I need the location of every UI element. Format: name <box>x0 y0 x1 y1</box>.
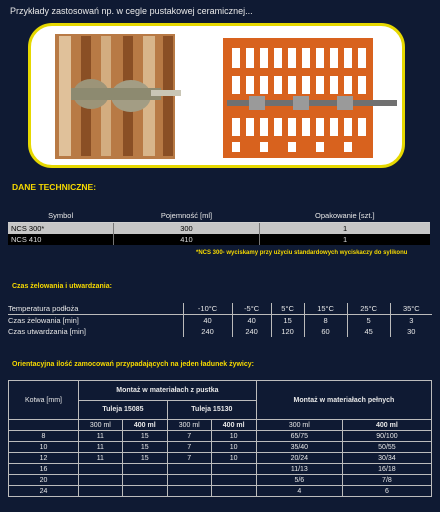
count-cell: 5/6 <box>256 475 342 486</box>
count-cell <box>167 475 211 486</box>
count-cell <box>79 464 123 475</box>
col-symbol: Symbol <box>8 210 113 223</box>
cell-package: 1 <box>260 223 430 235</box>
count-cell: 15 <box>122 442 167 453</box>
cure-cell: 60 <box>304 326 347 337</box>
temp-cell: 35°C <box>390 303 432 315</box>
mounts-table <box>8 380 432 497</box>
sleeve-15085: Tuleja 15085 <box>79 400 168 420</box>
ml400-label: 400 ml <box>122 420 167 431</box>
anchor-in-brick-photo <box>55 34 181 159</box>
cell-symbol: NCS 300* <box>8 223 113 235</box>
cure-cell: 240 <box>183 326 232 337</box>
cure-time-row <box>8 326 432 337</box>
count-cell: 10 <box>211 442 256 453</box>
table-row <box>8 223 430 235</box>
mounts-title: Orientacyjna ilość zamocowań przypadających na jeden ładunek żywicy: <box>12 361 254 368</box>
cell-capacity: 300 <box>113 223 259 235</box>
hollow-brick-photo <box>223 38 397 158</box>
anchor-cell: 20 <box>9 475 79 486</box>
count-cell: 4 <box>256 486 342 497</box>
count-cell <box>122 486 167 497</box>
count-cell <box>122 475 167 486</box>
count-cell: 6 <box>342 486 431 497</box>
gel-time-label: Czas żelowania [min] <box>8 316 79 325</box>
anchor-cell: 24 <box>9 486 79 497</box>
cure-cell: 240 <box>232 326 271 337</box>
curing-table <box>8 303 432 337</box>
cure-cell: 120 <box>271 326 304 337</box>
application-photos-frame <box>28 23 405 168</box>
cure-time-label: Czas utwardzania [min] <box>8 327 86 336</box>
gel-cell: 8 <box>304 315 347 327</box>
count-cell <box>167 486 211 497</box>
anchor-cell: 8 <box>9 431 79 442</box>
table-row <box>9 486 432 497</box>
ml400-label: 400 ml <box>342 420 431 431</box>
tech-data-table <box>8 210 430 245</box>
temp-cell: 25°C <box>347 303 390 315</box>
anchor-header: Kotwa [mm] <box>9 381 79 420</box>
count-cell <box>211 464 256 475</box>
tech-data-title: DANE TECHNICZNE: <box>12 182 97 192</box>
ml300-label: 300 ml <box>256 420 342 431</box>
hollow-header: Montaż w materiałach z pustka <box>79 381 257 401</box>
count-cell <box>211 475 256 486</box>
gel-cell: 15 <box>271 315 304 327</box>
count-cell: 7 <box>167 442 211 453</box>
count-cell <box>79 486 123 497</box>
dispenser-note: *NCS 300- wyciskamy przy użyciu standardowych wyciskaczy do sylikonu <box>196 250 408 256</box>
col-capacity: Pojemność [ml] <box>113 210 259 223</box>
cure-cell: 45 <box>347 326 390 337</box>
count-cell: 50/55 <box>342 442 431 453</box>
empty-cell <box>9 420 79 431</box>
anchor-cell: 10 <box>9 442 79 453</box>
table-row <box>9 431 432 442</box>
header-row <box>9 381 432 401</box>
count-cell: 30/34 <box>342 453 431 464</box>
count-cell <box>79 475 123 486</box>
ml400-label: 400 ml <box>211 420 256 431</box>
sleeve-15130: Tuleja 15130 <box>167 400 256 420</box>
count-cell <box>167 464 211 475</box>
temperature-row <box>8 303 432 315</box>
cure-cell: 30 <box>390 326 432 337</box>
count-cell: 16/18 <box>342 464 431 475</box>
temperature-label: Temperatura podłoża <box>8 303 183 315</box>
count-cell: 10 <box>211 431 256 442</box>
count-cell: 11 <box>79 453 123 464</box>
count-cell: 65/75 <box>256 431 342 442</box>
cell-capacity: 410 <box>113 234 259 245</box>
ml300-label: 300 ml <box>79 420 123 431</box>
count-cell: 11 <box>79 431 123 442</box>
table-row <box>9 475 432 486</box>
count-cell: 20/24 <box>256 453 342 464</box>
count-cell: 10 <box>211 453 256 464</box>
count-cell: 15 <box>122 431 167 442</box>
cell-package: 1 <box>260 234 430 245</box>
anchor-cell: 16 <box>9 464 79 475</box>
gel-cell: 3 <box>390 315 432 327</box>
cell-symbol: NCS 410 <box>8 234 113 245</box>
table-row <box>9 453 432 464</box>
solid-header: Montaż w materiałach pełnych <box>256 381 431 420</box>
intro-text: Przykłady zastosowań np. w cegle pustakowej ceramicznej... <box>10 6 253 16</box>
volume-row <box>9 420 432 431</box>
count-cell: 35/40 <box>256 442 342 453</box>
count-cell: 7 <box>167 453 211 464</box>
count-cell: 7/8 <box>342 475 431 486</box>
gel-cell: 40 <box>232 315 271 327</box>
temp-cell: 15°C <box>304 303 347 315</box>
gel-cell: 5 <box>347 315 390 327</box>
count-cell: 11/13 <box>256 464 342 475</box>
temp-cell: -10°C <box>183 303 232 315</box>
count-cell: 90/100 <box>342 431 431 442</box>
count-cell: 7 <box>167 431 211 442</box>
count-cell: 15 <box>122 453 167 464</box>
ml300-label: 300 ml <box>167 420 211 431</box>
table-row <box>8 234 430 245</box>
gel-time-row <box>8 315 432 327</box>
table-row <box>9 464 432 475</box>
anchor-cell: 12 <box>9 453 79 464</box>
count-cell <box>211 486 256 497</box>
count-cell <box>122 464 167 475</box>
gel-cell: 40 <box>183 315 232 327</box>
temp-cell: 5°C <box>271 303 304 315</box>
count-cell: 11 <box>79 442 123 453</box>
temp-cell: -5°C <box>232 303 271 315</box>
col-package: Opakowanie [szt.] <box>260 210 430 223</box>
curing-title: Czas żelowania i utwardzania: <box>12 283 112 290</box>
application-photos <box>31 26 402 165</box>
table-row <box>9 442 432 453</box>
